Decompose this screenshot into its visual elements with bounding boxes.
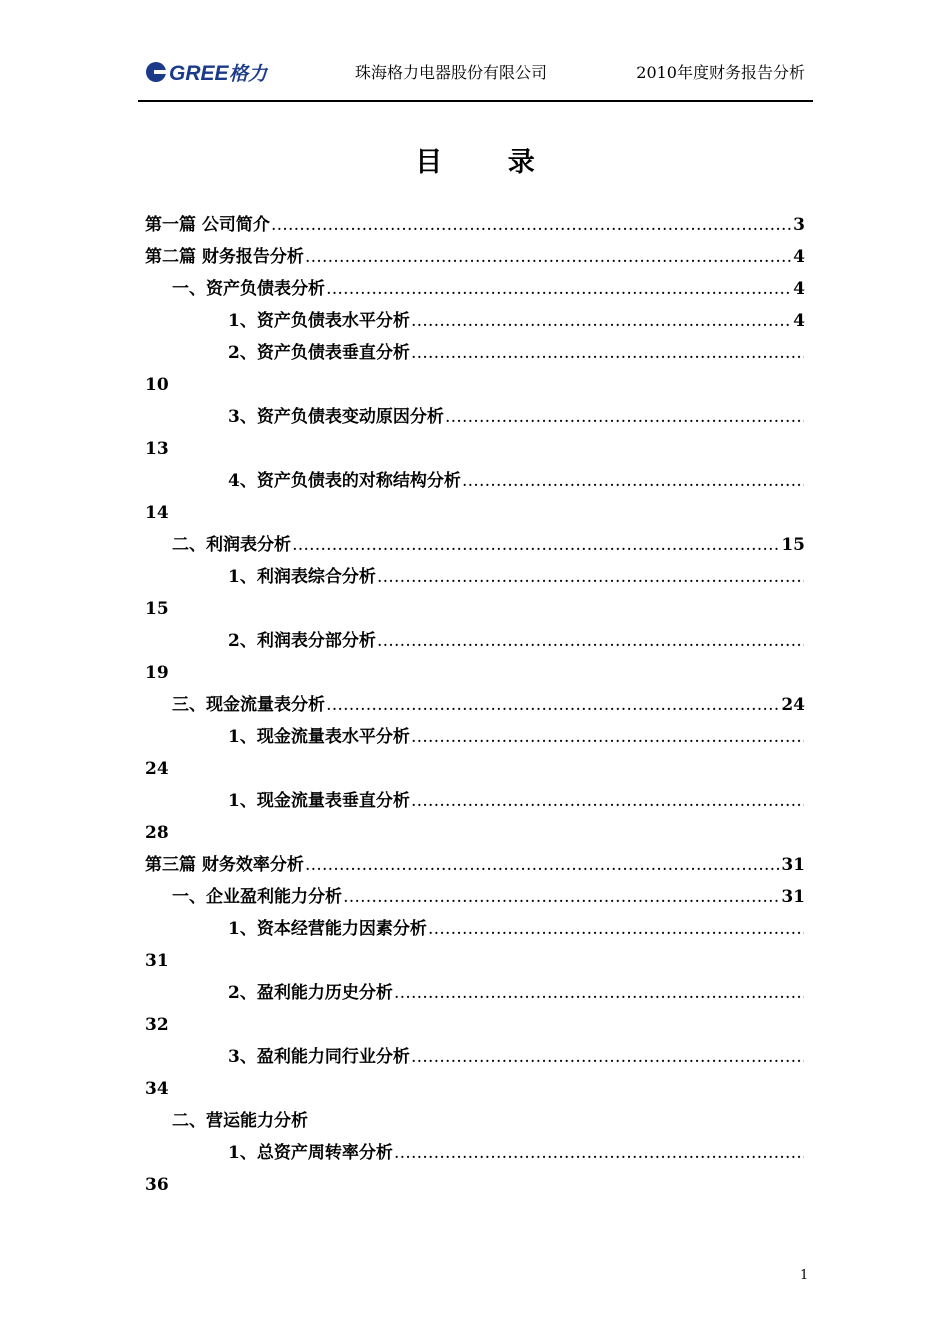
- toc-page-number: 28: [145, 823, 169, 843]
- toc-page-number: 32: [145, 1015, 169, 1035]
- toc-entry-text: 第三篇 财务效率分析: [145, 855, 304, 875]
- toc-entry-text: 一、企业盈利能力分析: [172, 887, 342, 907]
- dot-leader: [445, 401, 804, 433]
- dot-leader: [377, 561, 804, 593]
- toc-entry-text: 2、利润表分部分析: [228, 631, 376, 651]
- dot-leader: [305, 849, 780, 881]
- svg-text:GREE: GREE: [169, 62, 229, 85]
- toc-page-number: 24: [145, 759, 169, 779]
- toc-page-number: 15: [145, 599, 169, 619]
- dot-leader: [305, 241, 792, 273]
- toc-entry[interactable]: [145, 1105, 805, 1137]
- toc-entry[interactable]: [145, 273, 805, 305]
- toc-entry-text: 1、现金流量表水平分析: [228, 727, 410, 747]
- toc-entry-text: 1、利润表综合分析: [228, 567, 376, 587]
- toc-entry[interactable]: [145, 1137, 805, 1169]
- table-of-contents: [145, 209, 805, 1201]
- toc-page-number: 10: [145, 375, 169, 395]
- toc-entry-text: 1、资本经营能力因素分析: [228, 919, 427, 939]
- toc-entry-text: 1、现金流量表垂直分析: [228, 791, 410, 811]
- toc-entry[interactable]: [145, 849, 805, 881]
- toc-entry-text: 2、资产负债表垂直分析: [228, 343, 410, 363]
- toc-page-number: 19: [145, 663, 169, 683]
- toc-entry-text: 一、资产负债表分析: [172, 279, 325, 299]
- toc-page-number: 4: [793, 247, 805, 267]
- toc-entry[interactable]: [145, 241, 805, 273]
- svg-text:格力: 格力: [229, 63, 268, 85]
- dot-leader: [462, 465, 804, 497]
- toc-page-number: 4: [793, 311, 805, 331]
- dot-leader: [411, 337, 804, 369]
- toc-entry[interactable]: [145, 1041, 805, 1073]
- toc-entry[interactable]: [145, 465, 805, 497]
- toc-entry[interactable]: [145, 529, 805, 561]
- toc-entry-text: 4、资产负债表的对称结构分析: [228, 471, 461, 491]
- page-header: [138, 56, 813, 102]
- gree-logo: [145, 59, 275, 85]
- toc-entry-text: 3、盈利能力同行业分析: [228, 1047, 410, 1067]
- toc-page-number: 31: [781, 887, 805, 907]
- dot-leader: [326, 689, 780, 721]
- toc-entry[interactable]: [145, 401, 805, 433]
- toc-page-number: 36: [145, 1175, 169, 1195]
- toc-entry[interactable]: [145, 881, 805, 913]
- toc-page-number: 31: [145, 951, 169, 971]
- dot-leader: [394, 977, 804, 1009]
- toc-page-number: 14: [145, 503, 169, 523]
- dot-leader: [428, 913, 804, 945]
- toc-entry[interactable]: [145, 209, 805, 241]
- toc-entry-text: 二、营运能力分析: [172, 1111, 308, 1131]
- toc-entry[interactable]: [145, 337, 805, 369]
- toc-entry[interactable]: [145, 561, 805, 593]
- toc-entry[interactable]: [145, 721, 805, 753]
- dot-leader: [411, 785, 804, 817]
- dot-leader: [377, 625, 804, 657]
- toc-entry-text: 1、总资产周转率分析: [228, 1143, 393, 1163]
- toc-entry[interactable]: [145, 977, 805, 1009]
- toc-entry-text: 1、资产负债表水平分析: [228, 311, 410, 331]
- company-name: 珠海格力电器股份有限公司: [355, 63, 548, 82]
- dot-leader: [411, 721, 804, 753]
- toc-page-number: 13: [145, 439, 169, 459]
- toc-page-number: 15: [781, 535, 805, 555]
- dot-leader: [343, 881, 780, 913]
- toc-page-number: 34: [145, 1079, 169, 1099]
- toc-entry-text: 三、现金流量表分析: [172, 695, 325, 715]
- dot-leader: [411, 305, 792, 337]
- toc-entry-text: 第一篇 公司简介: [145, 215, 270, 235]
- dot-leader: [326, 273, 792, 305]
- toc-entry[interactable]: [145, 305, 805, 337]
- dot-leader: [394, 1137, 804, 1169]
- toc-entry[interactable]: [145, 913, 805, 945]
- toc-entry[interactable]: [145, 625, 805, 657]
- toc-entry[interactable]: [145, 785, 805, 817]
- report-title: 2010年度财务报告分析: [636, 63, 805, 82]
- dot-leader: [292, 529, 780, 561]
- toc-page-number: 31: [781, 855, 805, 875]
- dot-leader: [411, 1041, 804, 1073]
- toc-title: 目 录: [415, 147, 563, 178]
- toc-entry-text: 3、资产负债表变动原因分析: [228, 407, 444, 427]
- toc-entry[interactable]: [145, 689, 805, 721]
- toc-page-number: 3: [793, 215, 805, 235]
- toc-entry-text: 2、盈利能力历史分析: [228, 983, 393, 1003]
- page-number: 1: [800, 1268, 809, 1283]
- toc-page-number: 24: [781, 695, 805, 715]
- toc-entry-text: 二、利润表分析: [172, 535, 291, 555]
- dot-leader: [271, 209, 792, 241]
- toc-page-number: 4: [793, 279, 805, 299]
- toc-entry-text: 第二篇 财务报告分析: [145, 247, 304, 267]
